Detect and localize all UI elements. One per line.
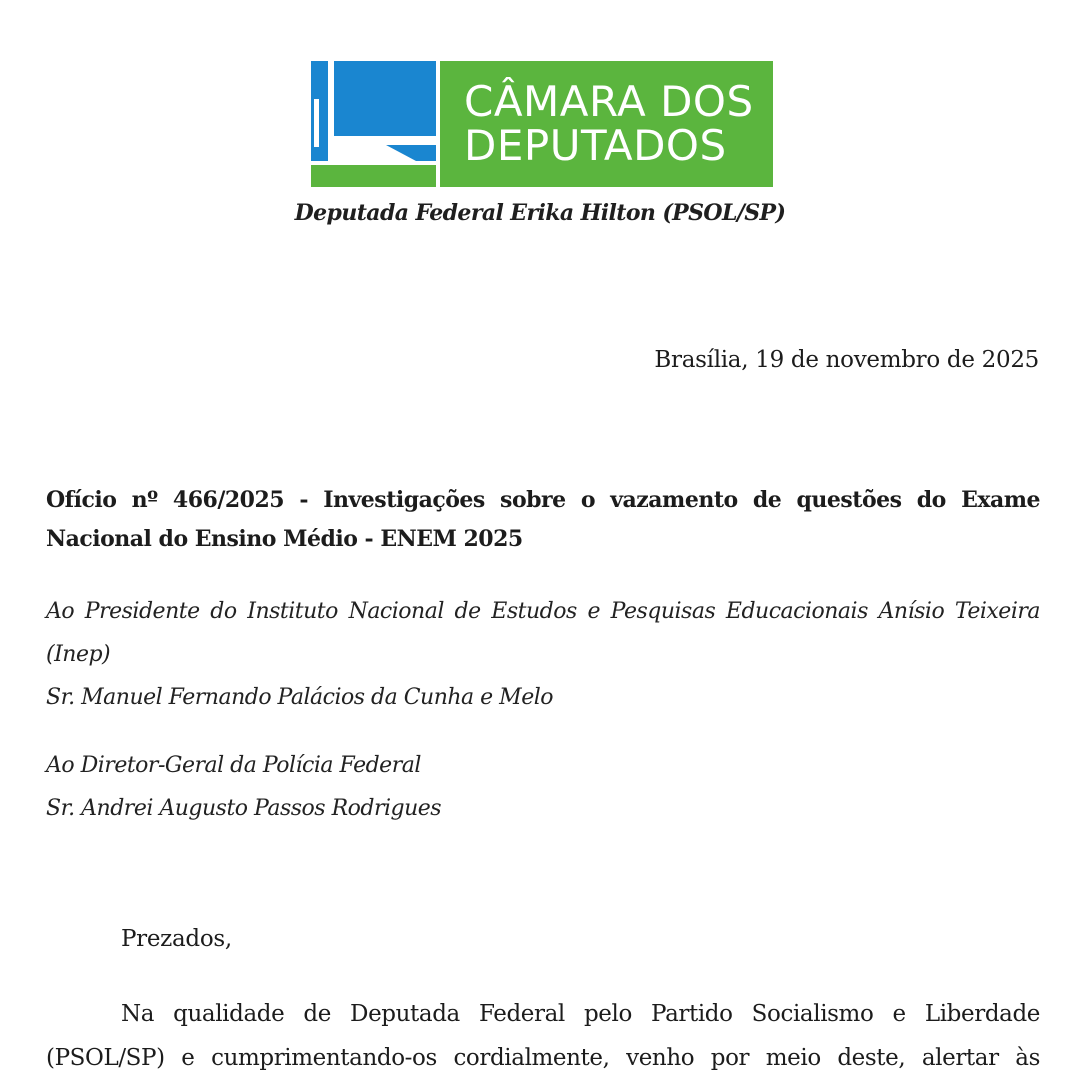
congress-building-icon <box>311 61 436 187</box>
addressee-pf-line-1: Ao Diretor-Geral da Polícia Federal <box>46 753 421 778</box>
deputy-name: Deputada Federal Erika Hilton (PSOL/SP) <box>294 200 786 226</box>
addressee-inep-line-3: Sr. Manuel Fernando Palácios da Cunha e Melo <box>46 685 554 710</box>
letter-date: Brasília, 19 de novembro de 2025 <box>654 347 1039 373</box>
addressee-inep-line-1: Ao Presidente do Instituto Nacional de Estudos e Pesquisas Educacionais Anísio Teixeira <box>46 599 1040 624</box>
body-line-1: Na qualidade de Deputada Federal pelo Partido Socialismo e Liberdade <box>121 1001 1040 1027</box>
logo-line-2: DEPUTADOS <box>464 121 727 170</box>
logo-wordmark <box>440 61 773 187</box>
addressee-inep-line-2: (Inep) <box>46 642 111 667</box>
letter-heading <box>46 481 1040 559</box>
heading-line-1: Ofício nº 466/2025 - Investigações sobre o vazamento de questões do Exame <box>46 487 1040 513</box>
body-paragraph <box>46 992 1040 1080</box>
camara-logo <box>311 61 773 187</box>
logo-line-1: CÂMARA DOS <box>464 77 754 126</box>
body-line-2: (PSOL/SP) e cumprimentando-os cordialmente, venho por meio deste, alertar às <box>46 1045 1040 1071</box>
greeting: Prezados, <box>121 926 232 952</box>
addressee-inep <box>46 590 1040 719</box>
heading-line-2: Nacional do Ensino Médio - ENEM 2025 <box>46 526 523 552</box>
addressee-pf-line-2: Sr. Andrei Augusto Passos Rodrigues <box>46 796 442 821</box>
addressee-pf <box>46 744 1040 830</box>
